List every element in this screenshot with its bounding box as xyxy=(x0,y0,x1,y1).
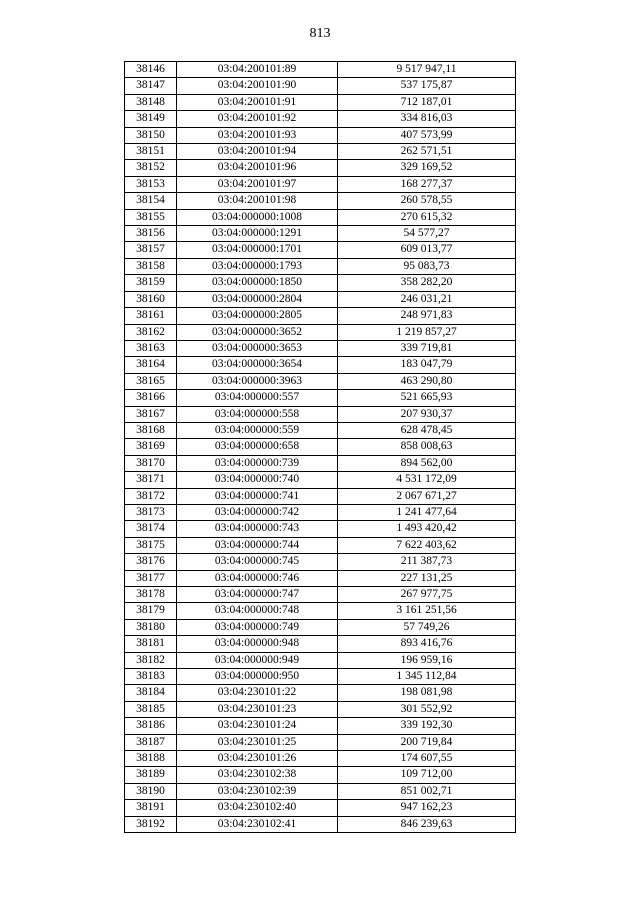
row-number-cell: 38189 xyxy=(125,767,177,783)
cadastral-number-cell: 03:04:000000:949 xyxy=(177,652,338,668)
cadastral-value-cell: 95 083,73 xyxy=(338,258,516,274)
row-number-cell: 38149 xyxy=(125,111,177,127)
table-row xyxy=(125,783,516,799)
row-number-cell: 38158 xyxy=(125,258,177,274)
row-number-cell: 38155 xyxy=(125,209,177,225)
cadastral-value-cell: 407 573,99 xyxy=(338,127,516,143)
table-row xyxy=(125,816,516,832)
table-row xyxy=(125,734,516,750)
table-row xyxy=(125,357,516,373)
cadastral-number-cell: 03:04:000000:1850 xyxy=(177,275,338,291)
cadastral-value-cell: 262 571,51 xyxy=(338,144,516,160)
table-row xyxy=(125,209,516,225)
table-row xyxy=(125,340,516,356)
row-number-cell: 38148 xyxy=(125,94,177,110)
cadastral-value-cell: 329 169,52 xyxy=(338,160,516,176)
table-row xyxy=(125,258,516,274)
cadastral-value-cell: 248 971,83 xyxy=(338,308,516,324)
cadastral-value-cell: 712 187,01 xyxy=(338,94,516,110)
cadastral-value-cell: 196 959,16 xyxy=(338,652,516,668)
cadastral-value-cell: 846 239,63 xyxy=(338,816,516,832)
cadastral-value-cell: 183 047,79 xyxy=(338,357,516,373)
cadastral-value-cell: 894 562,00 xyxy=(338,455,516,471)
cadastral-value-cell: 207 930,37 xyxy=(338,406,516,422)
table-row xyxy=(125,537,516,553)
cadastral-number-cell: 03:04:200101:90 xyxy=(177,78,338,94)
table-row xyxy=(125,455,516,471)
table-row xyxy=(125,652,516,668)
cadastral-number-cell: 03:04:000000:746 xyxy=(177,570,338,586)
row-number-cell: 38172 xyxy=(125,488,177,504)
cadastral-value-cell: 1 241 477,64 xyxy=(338,504,516,520)
cadastral-number-cell: 03:04:000000:749 xyxy=(177,619,338,635)
cadastral-number-cell: 03:04:230101:24 xyxy=(177,718,338,734)
cadastral-number-cell: 03:04:000000:658 xyxy=(177,439,338,455)
cadastral-number-cell: 03:04:200101:92 xyxy=(177,111,338,127)
row-number-cell: 38180 xyxy=(125,619,177,635)
row-number-cell: 38175 xyxy=(125,537,177,553)
cadastral-value-cell: 4 531 172,09 xyxy=(338,472,516,488)
table-row xyxy=(125,701,516,717)
row-number-cell: 38178 xyxy=(125,587,177,603)
table-row xyxy=(125,291,516,307)
row-number-cell: 38182 xyxy=(125,652,177,668)
row-number-cell: 38151 xyxy=(125,144,177,160)
cadastral-value-cell: 339 192,30 xyxy=(338,718,516,734)
cadastral-value-cell: 109 712,00 xyxy=(338,767,516,783)
cadastral-number-cell: 03:04:200101:89 xyxy=(177,62,338,78)
cadastral-number-cell: 03:04:000000:559 xyxy=(177,422,338,438)
row-number-cell: 38184 xyxy=(125,685,177,701)
table-row xyxy=(125,94,516,110)
cadastral-value-cell: 339 719,81 xyxy=(338,340,516,356)
cadastral-number-cell: 03:04:000000:2804 xyxy=(177,291,338,307)
table-body xyxy=(125,62,516,833)
table-row xyxy=(125,275,516,291)
row-number-cell: 38159 xyxy=(125,275,177,291)
table-row xyxy=(125,685,516,701)
cadastral-number-cell: 03:04:230101:23 xyxy=(177,701,338,717)
table-row xyxy=(125,554,516,570)
table-row xyxy=(125,669,516,685)
table-row xyxy=(125,144,516,160)
table-row xyxy=(125,472,516,488)
table-row xyxy=(125,603,516,619)
row-number-cell: 38191 xyxy=(125,800,177,816)
cadastral-number-cell: 03:04:200101:96 xyxy=(177,160,338,176)
cadastral-value-cell: 7 622 403,62 xyxy=(338,537,516,553)
row-number-cell: 38187 xyxy=(125,734,177,750)
row-number-cell: 38176 xyxy=(125,554,177,570)
cadastral-value-cell: 174 607,55 xyxy=(338,751,516,767)
row-number-cell: 38146 xyxy=(125,62,177,78)
cadastral-value-cell: 2 067 671,27 xyxy=(338,488,516,504)
cadastral-number-cell: 03:04:000000:948 xyxy=(177,636,338,652)
cadastral-number-cell: 03:04:000000:743 xyxy=(177,521,338,537)
table-row xyxy=(125,78,516,94)
cadastral-number-cell: 03:04:000000:748 xyxy=(177,603,338,619)
cadastral-number-cell: 03:04:000000:3652 xyxy=(177,324,338,340)
cadastral-number-cell: 03:04:000000:3654 xyxy=(177,357,338,373)
cadastral-number-cell: 03:04:230102:41 xyxy=(177,816,338,832)
cadastral-value-cell: 947 162,23 xyxy=(338,800,516,816)
cadastral-value-cell: 301 552,92 xyxy=(338,701,516,717)
cadastral-value-cell: 1 345 112,84 xyxy=(338,669,516,685)
row-number-cell: 38188 xyxy=(125,751,177,767)
table-row xyxy=(125,324,516,340)
row-number-cell: 38160 xyxy=(125,291,177,307)
cadastral-number-cell: 03:04:000000:3963 xyxy=(177,373,338,389)
table-row xyxy=(125,718,516,734)
table-row xyxy=(125,373,516,389)
cadastral-value-cell: 521 665,93 xyxy=(338,390,516,406)
cadastral-value-cell: 858 008,63 xyxy=(338,439,516,455)
table-row xyxy=(125,800,516,816)
row-number-cell: 38166 xyxy=(125,390,177,406)
cadastral-number-cell: 03:04:000000:1701 xyxy=(177,242,338,258)
cadastral-value-cell: 463 290,80 xyxy=(338,373,516,389)
table-row xyxy=(125,439,516,455)
table-row xyxy=(125,193,516,209)
cadastral-number-cell: 03:04:230102:38 xyxy=(177,767,338,783)
table-row xyxy=(125,570,516,586)
table-row xyxy=(125,488,516,504)
table-row xyxy=(125,176,516,192)
cadastral-value-cell: 211 387,73 xyxy=(338,554,516,570)
cadastral-number-cell: 03:04:230102:39 xyxy=(177,783,338,799)
cadastral-number-cell: 03:04:000000:2805 xyxy=(177,308,338,324)
row-number-cell: 38190 xyxy=(125,783,177,799)
row-number-cell: 38157 xyxy=(125,242,177,258)
cadastral-value-cell: 198 081,98 xyxy=(338,685,516,701)
cadastral-value-cell: 537 175,87 xyxy=(338,78,516,94)
row-number-cell: 38153 xyxy=(125,176,177,192)
cadastral-number-cell: 03:04:000000:1291 xyxy=(177,226,338,242)
table-row xyxy=(125,587,516,603)
table-row xyxy=(125,242,516,258)
cadastral-number-cell: 03:04:230101:25 xyxy=(177,734,338,750)
cadastral-value-cell: 267 977,75 xyxy=(338,587,516,603)
row-number-cell: 38179 xyxy=(125,603,177,619)
cadastral-number-cell: 03:04:230101:22 xyxy=(177,685,338,701)
row-number-cell: 38185 xyxy=(125,701,177,717)
cadastral-value-cell: 3 161 251,56 xyxy=(338,603,516,619)
table-row xyxy=(125,160,516,176)
row-number-cell: 38165 xyxy=(125,373,177,389)
row-number-cell: 38156 xyxy=(125,226,177,242)
row-number-cell: 38174 xyxy=(125,521,177,537)
cadastral-number-cell: 03:04:200101:97 xyxy=(177,176,338,192)
cadastral-value-cell: 227 131,25 xyxy=(338,570,516,586)
cadastral-number-cell: 03:04:200101:91 xyxy=(177,94,338,110)
cadastral-number-cell: 03:04:200101:98 xyxy=(177,193,338,209)
table-row xyxy=(125,521,516,537)
table-row xyxy=(125,390,516,406)
table-row xyxy=(125,619,516,635)
cadastral-value-cell: 57 749,26 xyxy=(338,619,516,635)
row-number-cell: 38181 xyxy=(125,636,177,652)
table-row xyxy=(125,111,516,127)
cadastral-number-cell: 03:04:000000:747 xyxy=(177,587,338,603)
table-row xyxy=(125,636,516,652)
cadastral-value-cell: 1 219 857,27 xyxy=(338,324,516,340)
cadastral-value-cell: 200 719,84 xyxy=(338,734,516,750)
cadastral-value-cell: 334 816,03 xyxy=(338,111,516,127)
row-number-cell: 38163 xyxy=(125,340,177,356)
cadastral-value-cell: 9 517 947,11 xyxy=(338,62,516,78)
cadastral-number-cell: 03:04:230101:26 xyxy=(177,751,338,767)
table-row xyxy=(125,62,516,78)
row-number-cell: 38152 xyxy=(125,160,177,176)
table-row xyxy=(125,767,516,783)
cadastral-value-cell: 893 416,76 xyxy=(338,636,516,652)
cadastral-number-cell: 03:04:200101:94 xyxy=(177,144,338,160)
cadastral-value-cell: 260 578,55 xyxy=(338,193,516,209)
cadastral-value-table xyxy=(124,61,516,833)
row-number-cell: 38183 xyxy=(125,669,177,685)
row-number-cell: 38177 xyxy=(125,570,177,586)
row-number-cell: 38162 xyxy=(125,324,177,340)
row-number-cell: 38173 xyxy=(125,504,177,520)
cadastral-value-cell: 358 282,20 xyxy=(338,275,516,291)
cadastral-number-cell: 03:04:000000:1793 xyxy=(177,258,338,274)
cadastral-number-cell: 03:04:230102:40 xyxy=(177,800,338,816)
cadastral-number-cell: 03:04:000000:1008 xyxy=(177,209,338,225)
cadastral-number-cell: 03:04:000000:950 xyxy=(177,669,338,685)
cadastral-value-cell: 609 013,77 xyxy=(338,242,516,258)
cadastral-number-cell: 03:04:000000:745 xyxy=(177,554,338,570)
cadastral-number-cell: 03:04:200101:93 xyxy=(177,127,338,143)
cadastral-value-cell: 1 493 420,42 xyxy=(338,521,516,537)
cadastral-number-cell: 03:04:000000:744 xyxy=(177,537,338,553)
cadastral-value-cell: 168 277,37 xyxy=(338,176,516,192)
row-number-cell: 38171 xyxy=(125,472,177,488)
row-number-cell: 38150 xyxy=(125,127,177,143)
page-number: 813 xyxy=(309,26,331,41)
row-number-cell: 38170 xyxy=(125,455,177,471)
cadastral-value-cell: 54 577,27 xyxy=(338,226,516,242)
cadastral-number-cell: 03:04:000000:740 xyxy=(177,472,338,488)
table-row xyxy=(125,504,516,520)
table-row xyxy=(125,751,516,767)
cadastral-value-cell: 851 002,71 xyxy=(338,783,516,799)
row-number-cell: 38186 xyxy=(125,718,177,734)
row-number-cell: 38154 xyxy=(125,193,177,209)
row-number-cell: 38164 xyxy=(125,357,177,373)
row-number-cell: 38167 xyxy=(125,406,177,422)
cadastral-value-cell: 246 031,21 xyxy=(338,291,516,307)
cadastral-number-cell: 03:04:000000:739 xyxy=(177,455,338,471)
row-number-cell: 38147 xyxy=(125,78,177,94)
table-row xyxy=(125,226,516,242)
row-number-cell: 38192 xyxy=(125,816,177,832)
cadastral-value-cell: 628 478,45 xyxy=(338,422,516,438)
table-row xyxy=(125,308,516,324)
cadastral-number-cell: 03:04:000000:741 xyxy=(177,488,338,504)
cadastral-number-cell: 03:04:000000:557 xyxy=(177,390,338,406)
row-number-cell: 38169 xyxy=(125,439,177,455)
cadastral-number-cell: 03:04:000000:742 xyxy=(177,504,338,520)
table-row xyxy=(125,422,516,438)
cadastral-number-cell: 03:04:000000:3653 xyxy=(177,340,338,356)
table-row xyxy=(125,127,516,143)
cadastral-value-cell: 270 615,32 xyxy=(338,209,516,225)
row-number-cell: 38168 xyxy=(125,422,177,438)
table-row xyxy=(125,406,516,422)
row-number-cell: 38161 xyxy=(125,308,177,324)
cadastral-number-cell: 03:04:000000:558 xyxy=(177,406,338,422)
